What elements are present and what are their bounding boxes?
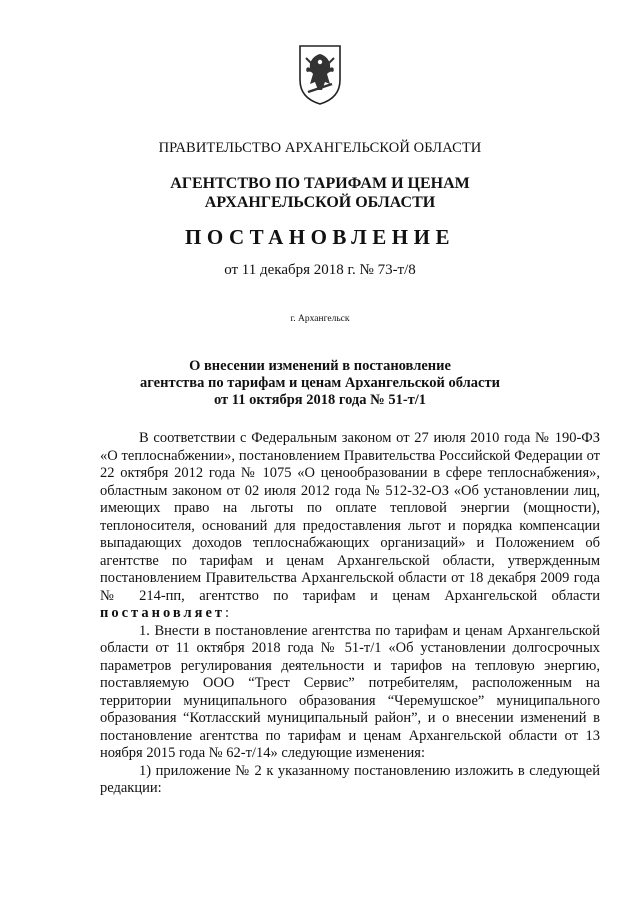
document-body [100,430,600,798]
government-name: ПРАВИТЕЛЬСТВО АРХАНГЕЛЬСКОЙ ОБЛАСТИ [158,140,482,156]
subject-line2: агентства по тарифам и ценам Архангельской области [140,375,500,391]
coat-of-arms-icon [298,44,342,106]
resolves-word: постановляет [100,605,226,621]
subject-line3: от 11 октября 2018 года № 51-т/1 [213,392,427,408]
document-type: ПОСТАНОВЛЕНИЕ [185,225,455,249]
document-date-number: от 11 декабря 2018 г. № 73-т/8 [224,262,416,278]
agency-name-line1: АГЕНТСТВО ПО ТАРИФАМ И ЦЕНАМ [170,175,470,192]
document-subject [0,358,640,409]
document-city: г. Архангельск [290,314,350,324]
agency-name [0,174,640,212]
preamble-text: В соответствии с Федеральным законом от 27 июля 2010 года № 190-ФЗ «О теплоснабжении», постановлением Правительства Российской Федерации от 22 октября 2012 года № 1075 «О ценообразовании в сфере теплоснабжения», областным законом от 02 июля 2012 года № 512-32-ОЗ «Об установлении лиц, имеющих право на льготы по оплате тепловой энергии (мощности), теплоносителя, оснований для предоставления льгот и порядка компенсации выпадающих доходов теплоснабжающих организаций» и Положением об агентстве по тарифам и ценам Архангельской области, утвержденным постановлением Правительства Архангельской области от 18 декабря 2009 года № 214-пп, агентство по тарифам и ценам Архангельской области [100,430,600,604]
body-paragraph-item-1: 1. Внести в постановление агентства по тарифам и ценам Архангельской области от 11 октября 2018 года № 51-т/1 «Об установлении долгосрочных параметров регулирования деятельности и тарифов на тепловую энергию, поставляемую ООО “Трест Сервис” потребителям, расположенным на территории муниципального образования “Черемушское” муниципального образования “Котласский муниципальный район”, и о внесении изменений в постановление агентства по тарифам и ценам Архангельской области от 13 ноября 2015 года № 62-т/14» следующие изменения: [100,622,600,761]
preamble-colon: : [225,605,230,621]
body-paragraph-subitem-1: 1) приложение № 2 к указанному постановлению изложить в следующей редакции: [100,762,600,796]
agency-name-line2: АРХАНГЕЛЬСКОЙ ОБЛАСТИ [204,194,436,211]
body-paragraph-preamble [100,430,600,623]
subject-line1: О внесении изменений в постановление [189,358,451,374]
